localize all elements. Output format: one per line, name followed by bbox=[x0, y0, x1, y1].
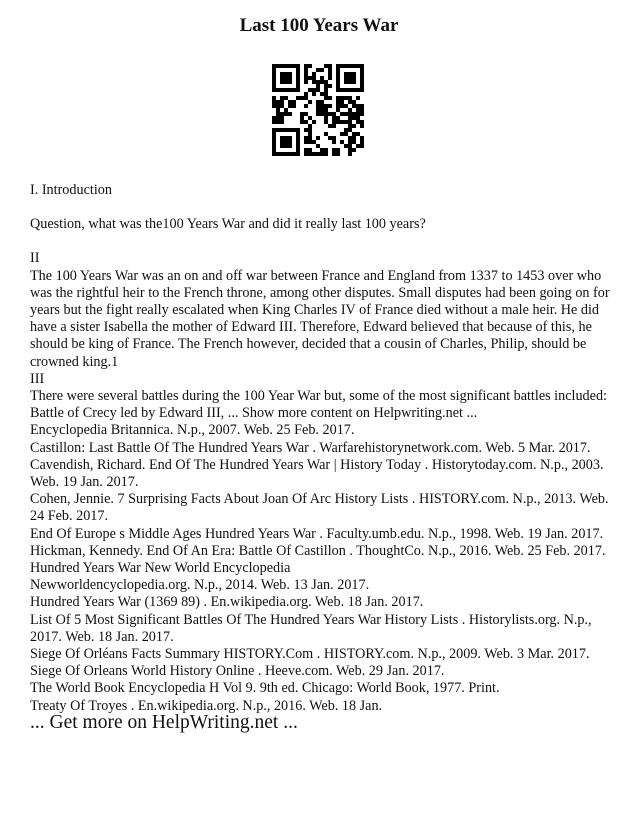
qr-code bbox=[272, 64, 364, 156]
reference-entry: Cavendish, Richard. End Of The Hundred Years War | History Today . Historytoday.com. N.p., 2003. Web. 19 Jan. 2017. bbox=[30, 456, 604, 491]
page-title: Last 100 Years War bbox=[239, 15, 399, 36]
reference-entry: Hundred Years War (1369 89) . En.wikipedia.org. Web. 18 Jan. 2017. bbox=[30, 594, 424, 611]
section-heading-ii: II bbox=[30, 250, 40, 267]
reference-entry: Cohen, Jennie. 7 Surprising Facts About Joan Of Arc History Lists . HISTORY.com. N.p., 2013. Web. 24 Feb. 2017. bbox=[30, 491, 609, 525]
reference-entry: Hundred Years War New World Encyclopedia bbox=[30, 560, 291, 577]
document-body bbox=[30, 182, 610, 715]
reference-entry: Encyclopedia Britannica. N.p., 2007. Web. 25 Feb. 2017. bbox=[30, 422, 355, 439]
paragraph-iii: There were several battles during the 100 Year War but, some of the most significant battles included: Battle of Crecy led by Edward III, ... Show more content on Helpwriting.net ... bbox=[30, 388, 607, 422]
reference-entry: The World Book Encyclopedia H Vol 9. 9th ed. Chicago: World Book, 1977. Print. bbox=[30, 680, 500, 697]
paragraph-ii: The 100 Years War was an on and off war between France and England from 1337 to 1453 over who was the rightful heir to the French throne, among other disputes. Small disputes had been going on for years but the fight really escalated when King Charles IV of France died without a male heir. He did have a sister Isabella the mother of Edward III. Therefore, Edward believed that because of this, he should be king of France. The French however, decided that a cousin of Charles, Philip, should be crowned king.1 bbox=[30, 267, 610, 370]
reference-entry: Siege Of Orléans Facts Summary HISTORY.Com . HISTORY.com. N.p., 2009. Web. 3 Mar. 2017. bbox=[30, 646, 590, 663]
reference-entry: Treaty Of Troyes . En.wikipedia.org. N.p., 2016. Web. 18 Jan. bbox=[30, 697, 383, 714]
reference-entry: Newworldencyclopedia.org. N.p., 2014. Web. 13 Jan. 2017. bbox=[30, 577, 370, 594]
reference-entry: Siege Of Orleans World History Online . Heeve.com. Web. 29 Jan. 2017. bbox=[30, 663, 445, 680]
section-heading-iii: III bbox=[30, 370, 45, 387]
helpwriting-link[interactable]: ... Get more on HelpWriting.net ... bbox=[30, 712, 298, 733]
reference-entry: End Of Europe s Middle Ages Hundred Years War . Faculty.umb.edu. N.p., 1998. Web. 19 Jan. 2017. bbox=[30, 525, 604, 542]
section-heading-introduction: I. Introduction bbox=[30, 182, 112, 198]
reference-entry: Castillon: Last Battle Of The Hundred Years War . Warfarehistorynetwork.com. Web. 5 Mar. 2017. bbox=[30, 439, 591, 456]
reference-entry: List Of 5 Most Significant Battles Of The Hundred Years War History Lists . Historylists.org. N.p., 2017. Web. 18 Jan. 2017. bbox=[30, 611, 592, 645]
reference-entry: Hickman, Kennedy. End Of An Era: Battle Of Castillon . ThoughtCo. N.p., 2016. Web. 25 Feb. 2017. bbox=[30, 542, 606, 559]
question-paragraph: Question, what was the100 Years War and did it really last 100 years? bbox=[30, 216, 426, 233]
